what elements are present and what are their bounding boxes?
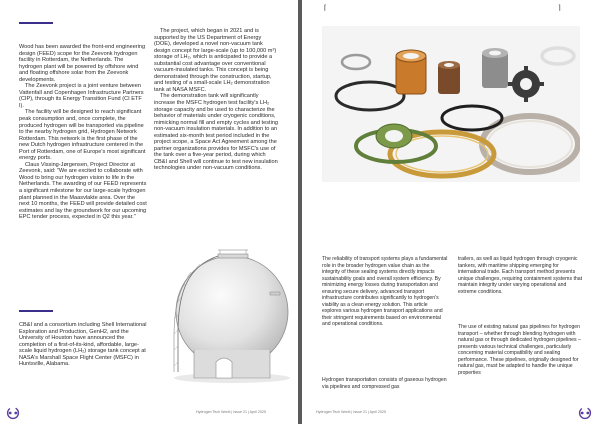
article-column-2 [458, 256, 584, 295]
paragraph: The Zeevonk project is a joint venture between Vattenfall and Copenhagen Infrastructure Partners (CIP), through its Energy Transition Fund (CI ETF I). [19, 83, 144, 109]
article-column-1-bottom [19, 322, 147, 368]
paragraph: The demonstration tank will significantly increase the MSFC hydrogen test facility's LH₂ storage capacity and be used to characterize the behavior of materials under cryogenic conditions, mimicking normal fill and empty cycles and testing non-vacuum insulation materials. In addition to an estimated six-month test period included in the project scope, a Space Act Agreement among the partner organizations provides for MSFC's use of the tank over a five-year period, during which CB&I and Shell will continue to test new insulation technologies under non-vacuum conditions. [154, 93, 279, 172]
paragraph: Hydrogen transportation consists of gaseous hydrogen via pipelines and compressed gas [322, 377, 447, 390]
paragraph: The use of existing natural gas pipelines for hydrogen transport – whether through blending hydrogen with natural gas or through dedicated hydrogen pipelines – presents various technical challenges, particularly concerning material compatibility and sealing performance. These pipelines, originally designed for natural gas, must be adapted to handle the unique properties [458, 324, 581, 376]
article-column-1 [322, 256, 448, 328]
article-column-1 [19, 44, 147, 221]
right-page [302, 0, 600, 424]
hydrogen-tech-world-logo-icon [6, 406, 20, 420]
hydrogen-tech-world-logo-icon [578, 406, 592, 420]
paragraph: Claus Vissing-Jørgensen, Project Director at Zeevonk, said: "We are excited to collaborate with Wood to bring our hydrogen vision to life in the Netherlands. The awarding of our FEED represents a significant milestone for our large-scale hydrogen plant planned in the Maasvlakte area. Over the next 10 months, the FEED will provide detailed cost estimates and lay the groundwork for our upcoming EPC tender process, expected in Q2 this year." [19, 161, 147, 221]
bracket-corner-icon: ⌈ [324, 4, 327, 12]
spherical-lh2-tank-illustration [160, 232, 292, 384]
sealing-components-photo [322, 26, 580, 182]
bracket-corner-icon: ⌉ [558, 4, 561, 12]
accent-rule [19, 22, 53, 24]
page-footer: Hydrogen Tech World | Issue 21 | April 2025 [316, 410, 386, 414]
paragraph: The facility will be designed to reach significant peak consumption and, once complete, the produced hydrogen will be transported via pipeline to the nearby hydrogen grid, Hydrogen Network Rotterdam. This network is the first phase of the new Dutch hydrogen infrastructure centered in the Port of Rotterdam, one of Europe's most significant energy ports. [19, 109, 146, 162]
left-page [0, 0, 298, 424]
article-column-1-bottom [322, 377, 448, 390]
accent-rule [19, 310, 53, 312]
paragraph: Wood has been awarded the front-end engineering design (FEED) scope for the Zeevonk hydrogen facility in Rotterdam, the Netherlands. The hydrogen plant will be powered by offshore wind and floating offshore solar from the Zeevonk developments. [19, 44, 146, 83]
paragraph: CB&I and a consortium including Shell International Exploration and Production, GenH2, and the University of Houston have announced the completion of a first-of-its-kind, affordable, large-scale liquid hydrogen (LH₂) storage tank concept at NASA's Marshall Space Flight Center (MSFC) in Huntsville, Alabama. [19, 322, 147, 368]
paragraph: trailers, as well as liquid hydrogen through cryogenic tankers, with maritime shipping emerging for international trade. Each transport method presents unique challenges, requiring containment systems that maintain integrity under varying operational and extreme conditions. [458, 256, 583, 295]
page-footer: Hydrogen Tech World | Issue 21 | April 2025 [196, 410, 266, 414]
paragraph: The project, which began in 2021 and is supported by the US Department of Energy (DOE), developed a novel non-vacuum tank design concept for large-scale (up to 100,000 m³) storage of LH₂, which is anticipated to provide a substantial cost advantage over conventional vacuum-insulated tanks. This concept is being demonstrated through the construction, startup, and testing of a small-scale LH₂ demonstration tank at NASA MSFC. [154, 28, 277, 93]
paragraph: The reliability of transport systems plays a fundamental role in the broader hydrogen value chain as the integrity of these sealing systems directly impacts sustainability goals and overall system efficiency. By minimizing energy losses during transportation and ensuring secure delivery, advanced transport infrastructure contributes significantly to hydrogen's viability as a clean energy solution. This article explores various hydrogen transport applications and their stringent requirements based on environmental and operational conditions. [322, 256, 448, 327]
article-column-2-bottom [458, 324, 584, 376]
article-column-2 [154, 28, 280, 172]
